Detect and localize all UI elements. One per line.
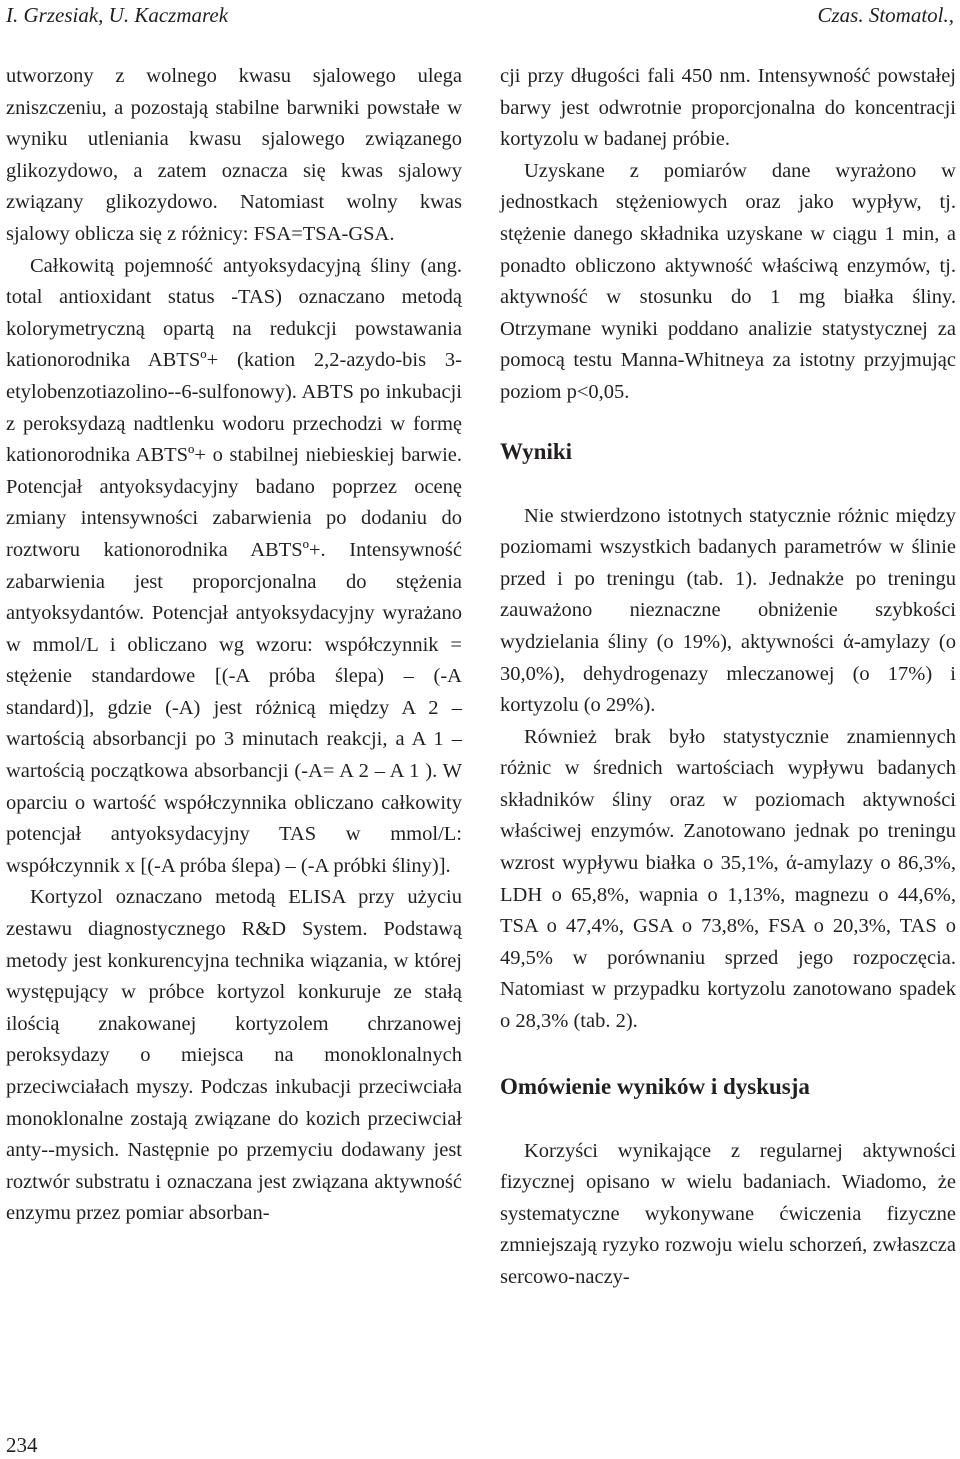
paragraph-absorbance: cji przy długości fali 450 nm. Intensywność powstałej barwy jest odwrotnie proporcjonalna do koncentracji kortyzolu w badanej próbie. — [500, 65, 956, 151]
left-column — [6, 61, 462, 1230]
right-column — [500, 61, 956, 1294]
section-heading-results: Wyniki — [500, 438, 573, 464]
page-number: 234 — [6, 1433, 38, 1457]
paragraph-cortisol-method: Kortyzol oznaczano metodą ELISA przy użyciu zestawu diagnostycznego R&D System. Podstawą metody jest konkurencyjna technika wiązania, w której występujący w próbce kortyzol konkuruje ze stałą ilością znakowanej kortyzolem chrzanowej peroksydazy o miejsca na monoklonalnych przeciwciałach myszy. Podczas inkubacji przeciwciała monoklonalne zostają związane do kozich przeciwciał anty--mysich. Następnie po przemyciu dodawany jest roztwór substratu i oznaczana jest związana aktywność enzymu przez pomiar absorban- — [6, 886, 462, 1225]
paragraph-tas-method: Całkowitą pojemność antyoksydacyjną śliny (ang. total antioxidant status -TAS) oznaczano metodą kolorymetryczną opartą na redukcji powstawania kationorodnika ABTSº+ (kation 2,2-azydo-bis 3-etylobenzotiazolino--6-sulfonowy). ABTS po inkubacji z peroksydazą nadtlenku wodoru przechodzi w formę kationorodnika ABTSº+ o stabilnej niebieskiej barwie. Potencjał antyoksydacyjny badano poprzez ocenę zmiany intensywności zabarwienia po dodaniu do roztworu kationorodnika ABTSº+. Intensywność zabarwienia jest proporcjonalna do stężenia antyoksydantów. Potencjał antyoksydacyjny wyrażano w mmol/L i obliczano wg wzoru: współczynnik = stężenie standardowe [(-A próba ślepa) – (-A standard)], gdzie (-A) jest różnicą między A 2 – wartością absorbancji po 3 minutach reakcji, a A 1 – wartością początkowa absorbancji (-A= A 2 – A 1 ). W oparciu o wartość współczynnika obliczano całkowity potencjał antyoksydacyjny TAS w mmol/L: współczynnik x [(-A próba ślepa) – (-A próbki śliny)]. — [6, 254, 462, 877]
paragraph-sialic-acid: utworzony z wolnego kwasu sjalowego ulega zniszczeniu, a pozostają stabilne barwniki powstałe w wyniku utleniania kwasu sjalowego związanego glikozydowo, a zatem oznacza się kwas sjalowy związany glikozydowo. Natomiast wolny kwas sjalowy oblicza się z różnicy: FSA=TSA-GSA. — [6, 65, 462, 245]
paragraph-results-2: Również brak było statystycznie znamiennych różnic w średnich wartościach wypływu badanych składników śliny oraz w poziomach aktywności właściwej enzymów. Zanotowano jednak po treningu wzrost wypływu białka o 35,1%, ά-amylazy o 86,3%, LDH o 65,8%, wapnia o 1,13%, magnezu o 44,6%, TSA o 47,4%, GSA o 73,8%, FSA o 20,3%, TAS o 49,5% w porównaniu sprzed jego rozpoczęcia. Natomiast w przypadku kortyzolu zanotowano spadek o 28,3% (tab. 2). — [500, 725, 956, 1033]
paragraph-statistics: Uzyskane z pomiarów dane wyrażono w jednostkach stężeniowych oraz jako wypływ, tj. stężenie danego składnika uzyskane w ciągu 1 min, a ponadto obliczono aktywność właściwą enzymów, tj. aktywność w stosunku do 1 mg białka śliny. Otrzymane wyniki poddano analizie statystycznej za pomocą testu Manna-Whitneya za istotny przyjmując poziom p<0,05. — [500, 159, 956, 403]
running-header-journal: Czas. Stomatol., — [817, 3, 954, 27]
paragraph-discussion: Korzyści wynikające z regularnej aktywności fizycznej opisano w wielu badaniach. Wiadomo, że systematyczne wykonywane ćwiczenia fizyczne zmniejszają ryzyko rozwoju wielu schorzeń, zwłaszcza sercowo-naczy- — [500, 1139, 956, 1288]
running-header-authors: I. Grzesiak, U. Kaczmarek — [6, 3, 229, 27]
section-heading-discussion: Omówienie wyników i dyskusja — [500, 1073, 810, 1099]
paragraph-results-1: Nie stwierdzono istotnych statycznie różnic między poziomami wszystkich badanych parametrów w ślinie przed i po treningu (tab. 1). Jednakże po treningu zauważono nieznaczne obniżenie szybkości wydzielania śliny (o 19%), aktywności ά-amylazy (o 30,0%), dehydrogenazy mleczanowej (o 17%) i kortyzolu (o 29%). — [500, 504, 956, 717]
